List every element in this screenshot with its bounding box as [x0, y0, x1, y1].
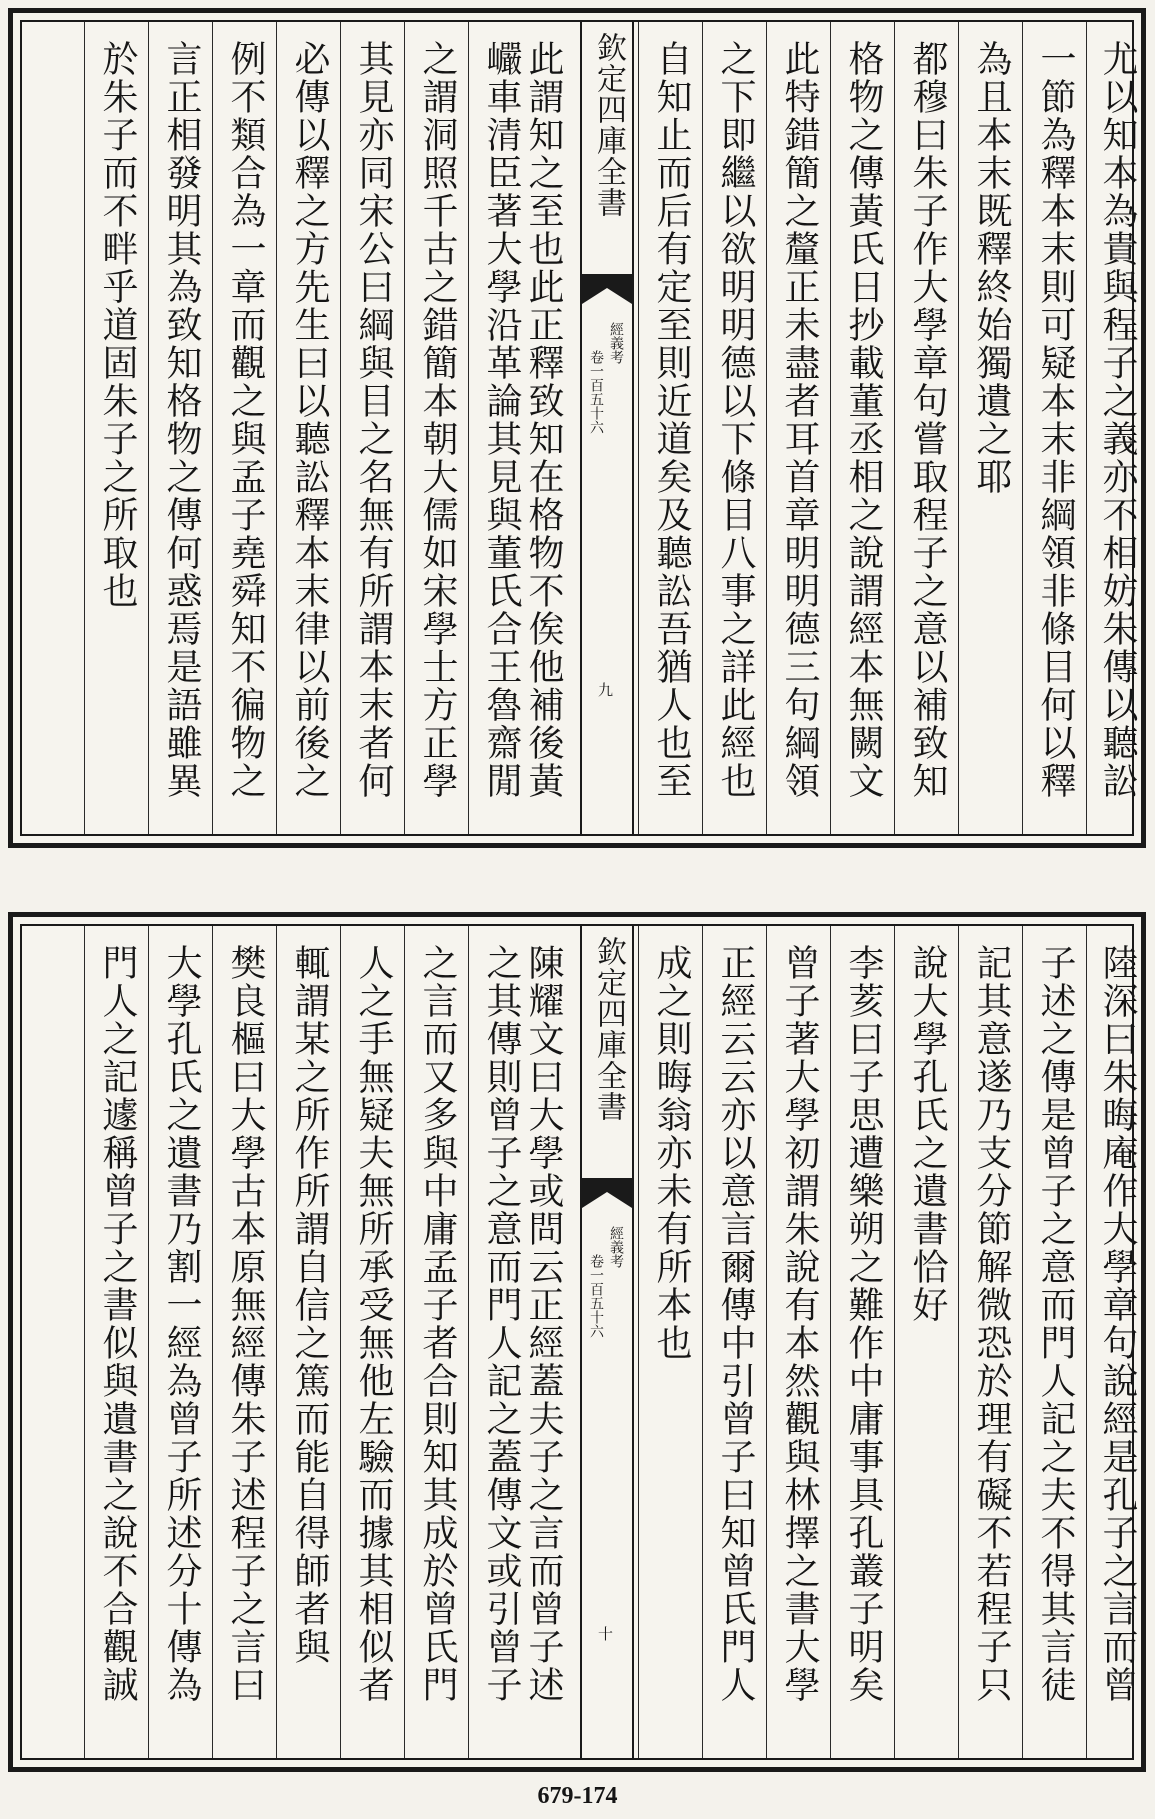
text-column: 李荄曰子思遭樂朔之難作中庸事具孔叢子明矣 [843, 944, 884, 1704]
book-name: 經義考 [608, 322, 624, 364]
center-header [580, 926, 634, 1758]
page-number: 679-174 [537, 1783, 618, 1809]
bottom-page-frame [20, 924, 1138, 1760]
text-column: 此特錯簡之釐正未盡者耳首章明明德三句綱領 [779, 40, 820, 800]
text-column: 都穆曰朱子作大學章句嘗取程子之意以補致知 [907, 40, 948, 800]
book-title: 欽定四庫全書 [591, 936, 626, 1122]
text-column: 曾子著大學初謂朱說有本然觀與林擇之書大學 [779, 944, 820, 1704]
text-column: 之謂洞照千古之錯簡本朝大儒如宋學士方正學 [417, 40, 458, 800]
text-column: 子述之傳是曾子之意而門人記之夫不得其言徒 [1035, 944, 1076, 1704]
folio-number: 十 [596, 1626, 614, 1641]
text-column: 輒謂某之所作所謂自信之篤而能自得師者與 [289, 944, 330, 1666]
text-column: 此謂知之至也此正釋致知在格物不俟他補後黃 [523, 40, 564, 800]
text-column: 必傳以釋之方先生曰以聽訟釋本末律以前後之 [289, 40, 330, 800]
text-column: 之其傳則曾子之意而門人記之蓋傳文或引曾子 [481, 944, 522, 1704]
volume-label: 卷一百五十六 [588, 350, 604, 434]
center-header [580, 22, 634, 834]
folio-number: 九 [596, 682, 614, 697]
text-column: 樊良樞曰大學古本原無經傳朱子述程子之言曰 [225, 944, 266, 1704]
text-column: 言正相發明其為致知格物之傳何惑焉是語雖異 [161, 40, 202, 800]
text-column: 其見亦同宋公曰綱與目之名無有所謂本末者何 [353, 40, 394, 800]
text-column: 人之手無疑夫無所承受無他左驗而據其相似者 [353, 944, 394, 1704]
text-column: 記其意遂乃支分節解微恐於理有礙不若程子只 [971, 944, 1012, 1704]
text-column: 尤以知本為貴與程子之義亦不相妨朱傳以聽訟 [1097, 40, 1138, 800]
text-column: 巗車清臣著大學沿革論其見與董氏合王魯齋閒 [481, 40, 522, 800]
top-page-frame [20, 20, 1138, 836]
text-column: 之下即繼以欲明明德以下條目八事之詳此經也 [715, 40, 756, 800]
text-column: 之言而又多與中庸孟子者合則知其成於曾氏門 [417, 944, 458, 1704]
bottom-page [8, 912, 1146, 1772]
text-column: 說大學孔氏之遺書恰好 [907, 944, 948, 1324]
text-column: 門人之記遽稱曾子之書似與遺書之說不合觀誠 [97, 944, 138, 1704]
text-column: 陸深曰朱晦庵作大學章句說經是孔子之言而曾 [1097, 944, 1138, 1704]
fish-tail-mark [582, 274, 632, 304]
text-column: 格物之傳黃氏日抄載董丞相之說謂經本無闕文 [843, 40, 884, 800]
volume-label: 卷一百五十六 [588, 1254, 604, 1338]
text-column: 成之則晦翁亦未有所本也 [651, 944, 692, 1362]
text-column: 為且本末既釋終始獨遺之耶 [971, 40, 1012, 496]
text-column: 自知止而后有定至則近道矣及聽訟吾猶人也至 [651, 40, 692, 800]
text-column: 一節為釋本末則可疑本末非綱領非條目何以釋 [1035, 40, 1076, 800]
text-column: 大學孔氏之遺書乃割一經為曾子所述分十傳為 [161, 944, 202, 1704]
book-title: 欽定四庫全書 [591, 32, 626, 218]
book-name: 經義考 [608, 1226, 624, 1268]
text-column: 於朱子而不畔乎道固朱子之所取也 [97, 40, 138, 610]
text-column: 正經云云亦以意言爾傳中引曾子曰知曾氏門人 [715, 944, 756, 1704]
text-column: 例不類合為一章而觀之與孟子堯舜知不徧物之 [225, 40, 266, 800]
fish-tail-mark [582, 1178, 632, 1208]
text-column: 陳耀文曰大學或問云正經蓋夫子之言而曾子述 [523, 944, 564, 1704]
top-page [8, 8, 1146, 848]
